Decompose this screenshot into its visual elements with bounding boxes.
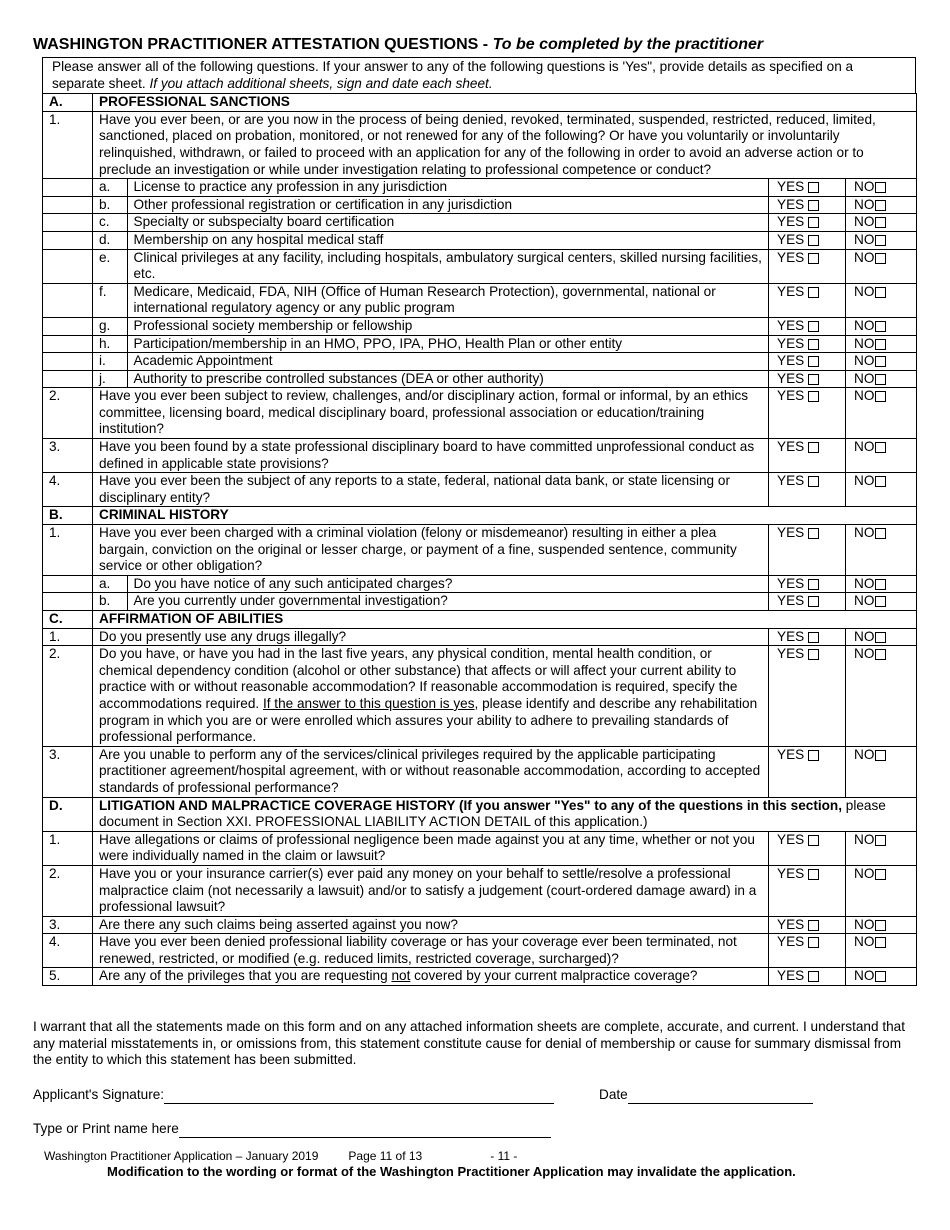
question-text: Have you or your insurance carrier(s) ever paid any money on your behalf to settle/resolve a professional malpractice claim (not necessarily a lawsuit) and/or to satisfy a judgement (court-ordered damage award) in a professional lawsuit? — [93, 865, 769, 916]
yes-label: YES — [777, 593, 805, 609]
question-text-part: Do you have, or have you had in the last five years, any physical condition, mental health condition, or chemical dependency condition (alcohol or other substance) that affects or will affect your current ability to practice with or without reasonable accommodation? If reasonable accommodation is required, specify the accommodations required. — [99, 646, 738, 711]
no-label: NO — [854, 317, 875, 333]
sub-question-letter: a. — [93, 576, 127, 593]
no-cell — [846, 214, 917, 232]
yes-cell — [769, 934, 846, 968]
question-text — [93, 968, 769, 986]
no-cell — [846, 865, 917, 916]
yes-cell — [769, 231, 846, 249]
questions-table — [42, 93, 917, 986]
no-cell — [846, 525, 917, 576]
no-cell — [846, 934, 917, 968]
no-cell — [846, 575, 917, 593]
sub-question-cell — [93, 179, 769, 197]
warranty-statement: I warrant that all the statements made on this form and on any attached information sheets are complete, accurate, and current. I understand that any material misstatements in, or omissions from, this statement constitute cause for denial of membership or cause for summary dismissal from the entity to which this statement has been submitted. — [33, 1019, 905, 1068]
yes-checkbox[interactable] — [808, 182, 819, 193]
no-cell — [846, 249, 917, 283]
yes-cell — [769, 370, 846, 388]
print-name-label: Type or Print name here — [33, 1121, 179, 1136]
yes-checkbox[interactable] — [808, 937, 819, 948]
yes-label: YES — [777, 283, 805, 299]
no-label: NO — [854, 214, 875, 230]
sub-question-letter: g. — [93, 318, 127, 335]
question-row — [43, 934, 917, 968]
no-label: NO — [854, 473, 875, 489]
sub-question-cell — [93, 593, 769, 611]
sub-question-letter: b. — [93, 197, 127, 214]
yes-checkbox[interactable] — [808, 235, 819, 246]
question-row — [43, 831, 917, 865]
section-header-row — [43, 797, 917, 831]
question-row — [43, 646, 917, 747]
question-number: 2. — [43, 388, 93, 439]
sub-question-row — [43, 593, 917, 611]
no-checkbox[interactable] — [875, 442, 886, 453]
no-label: NO — [854, 575, 875, 591]
section-letter: D. — [43, 797, 93, 831]
question-number: 2. — [43, 865, 93, 916]
yes-cell — [769, 353, 846, 371]
yes-label: YES — [777, 473, 805, 489]
yes-checkbox[interactable] — [808, 869, 819, 880]
yes-cell — [769, 317, 846, 335]
yes-label: YES — [777, 353, 805, 369]
yes-checkbox[interactable] — [808, 971, 819, 982]
sub-indent — [43, 353, 93, 371]
no-checkbox[interactable] — [875, 596, 886, 607]
yes-checkbox[interactable] — [808, 391, 819, 402]
yes-cell — [769, 335, 846, 353]
yes-cell — [769, 283, 846, 317]
yes-cell — [769, 646, 846, 747]
yes-checkbox[interactable] — [808, 632, 819, 643]
yes-checkbox[interactable] — [808, 920, 819, 931]
no-checkbox[interactable] — [875, 217, 886, 228]
section-heading: CRIMINAL HISTORY — [93, 507, 917, 525]
no-checkbox[interactable] — [875, 869, 886, 880]
attestation-form — [42, 57, 916, 986]
signature-label: Applicant's Signature: — [33, 1087, 165, 1102]
yes-cell — [769, 831, 846, 865]
yes-label: YES — [777, 865, 805, 881]
yes-cell — [769, 916, 846, 934]
yes-label: YES — [777, 575, 805, 591]
sub-indent — [43, 249, 93, 283]
no-cell — [846, 388, 917, 439]
yes-cell — [769, 196, 846, 214]
section-heading-bold: LITIGATION AND MALPRACTICE COVERAGE HISTORY (If you answer "Yes" to any of the questions in this section, — [99, 797, 843, 813]
yes-label: YES — [777, 628, 805, 644]
sub-indent — [43, 283, 93, 317]
no-label: NO — [854, 865, 875, 881]
yes-checkbox[interactable] — [808, 217, 819, 228]
no-cell — [846, 646, 917, 747]
no-cell — [846, 628, 917, 646]
sub-question-text: Academic Appointment — [133, 353, 273, 369]
no-cell — [846, 179, 917, 197]
yes-checkbox[interactable] — [808, 835, 819, 846]
yes-cell — [769, 746, 846, 797]
sub-question-letter: c. — [93, 214, 127, 231]
no-cell — [846, 439, 917, 473]
question-row — [43, 525, 917, 576]
sub-question-text: Authority to prescribe controlled substances (DEA or other authority) — [133, 370, 544, 386]
sub-question-letter: a. — [93, 179, 127, 196]
yes-checkbox[interactable] — [808, 339, 819, 350]
footer-app-name: Washington Practitioner Application – January 2019 — [44, 1149, 319, 1163]
question-text: Have you ever been denied professional liability coverage or has your coverage ever been terminated, not renewed, restricted, or modified (e.g. reduced limits, restricted coverage, surcharged)? — [93, 934, 769, 968]
yes-label: YES — [777, 214, 805, 230]
section-letter: A. — [43, 94, 93, 112]
no-checkbox[interactable] — [875, 835, 886, 846]
sub-question-row — [43, 231, 917, 249]
title-main: WASHINGTON PRACTITIONER ATTESTATION QUESTIONS — [33, 36, 479, 53]
sub-question-text: Participation/membership in an HMO, PPO, IPA, PHO, Health Plan or other entity — [133, 335, 623, 351]
footer-page: Page 11 of 13 — [348, 1149, 423, 1163]
yes-label: YES — [777, 335, 805, 351]
question-number: 5. — [43, 968, 93, 986]
no-label: NO — [854, 370, 875, 386]
no-label: NO — [854, 746, 875, 762]
no-cell — [846, 746, 917, 797]
date-field[interactable] — [628, 1089, 813, 1104]
no-cell — [846, 353, 917, 371]
sub-question-cell — [93, 575, 769, 593]
question-text: Are you unable to perform any of the services/clinical privileges required by the applicable participating practitioner agreement/hospital agreement, with or without reasonable accommodation, according to accepted standards of professional performance? — [93, 746, 769, 797]
sub-indent — [43, 214, 93, 232]
sub-question-letter: h. — [93, 336, 127, 353]
section-letter: C. — [43, 611, 93, 629]
question-text: Do you presently use any drugs illegally? — [93, 628, 769, 646]
sub-question-letter: d. — [93, 232, 127, 249]
no-checkbox[interactable] — [875, 200, 886, 211]
no-cell — [846, 593, 917, 611]
question-text-part: , please identify and describe any rehabilitation program in which you are or were enrolled which assures your ability to adhere to prevailing standards of professional performance. — [99, 695, 758, 745]
sub-question-row — [43, 335, 917, 353]
section-header-row — [43, 94, 917, 112]
question-text-part: Are any of the privileges that you are requesting — [99, 968, 392, 984]
sub-question-row — [43, 370, 917, 388]
no-label: NO — [854, 231, 875, 247]
sub-question-text: License to practice any profession in any jurisdiction — [133, 179, 448, 195]
no-cell — [846, 831, 917, 865]
yes-checkbox[interactable] — [808, 476, 819, 487]
sub-question-letter: e. — [93, 250, 127, 283]
sub-question-text: Are you currently under governmental investigation? — [133, 593, 448, 609]
sub-question-row — [43, 249, 917, 283]
date-label: Date — [599, 1087, 628, 1102]
yes-checkbox[interactable] — [808, 579, 819, 590]
yes-cell — [769, 525, 846, 576]
question-number: 4. — [43, 473, 93, 507]
no-checkbox[interactable] — [875, 971, 886, 982]
section-heading: PROFESSIONAL SANCTIONS — [93, 94, 917, 112]
date-row — [599, 1087, 813, 1104]
yes-checkbox[interactable] — [808, 596, 819, 607]
yes-label: YES — [777, 317, 805, 333]
sub-indent — [43, 317, 93, 335]
no-checkbox[interactable] — [875, 321, 886, 332]
no-label: NO — [854, 525, 875, 541]
sub-question-text: Professional society membership or fellowship — [133, 317, 413, 333]
no-checkbox[interactable] — [875, 937, 886, 948]
sub-question-text: Specialty or subspecialty board certification — [133, 214, 395, 230]
question-text: Are there any such claims being asserted against you now? — [93, 916, 769, 934]
question-number: 3. — [43, 746, 93, 797]
no-checkbox[interactable] — [875, 920, 886, 931]
print-name-field[interactable] — [179, 1123, 551, 1138]
yes-checkbox[interactable] — [808, 321, 819, 332]
question-text-part: covered by your current malpractice coverage? — [410, 968, 698, 984]
no-cell — [846, 335, 917, 353]
no-label: NO — [854, 353, 875, 369]
sub-indent — [43, 370, 93, 388]
sub-question-cell — [93, 214, 769, 232]
no-cell — [846, 196, 917, 214]
question-row — [43, 439, 917, 473]
question-row — [43, 473, 917, 507]
question-text: Have you been found by a state professional disciplinary board to have committed unprofessional conduct as defined in applicable state provisions? — [93, 439, 769, 473]
no-checkbox[interactable] — [875, 649, 886, 660]
yes-checkbox[interactable] — [808, 442, 819, 453]
question-text — [93, 646, 769, 747]
section-heading: AFFIRMATION OF ABILITIES — [93, 611, 917, 629]
no-label: NO — [854, 593, 875, 609]
yes-label: YES — [777, 831, 805, 847]
no-checkbox[interactable] — [875, 750, 886, 761]
question-text-underlined: not — [391, 968, 411, 984]
yes-label: YES — [777, 646, 805, 662]
intro-italic: If you attach additional sheets, sign and date each sheet. — [149, 75, 493, 91]
yes-cell — [769, 473, 846, 507]
section-header-row — [43, 507, 917, 525]
no-checkbox[interactable] — [875, 528, 886, 539]
yes-label: YES — [777, 196, 805, 212]
question-row — [43, 628, 917, 646]
sub-question-cell — [93, 353, 769, 371]
no-label: NO — [854, 249, 875, 265]
question-text-underlined: If the answer to this question is yes — [262, 695, 475, 711]
sub-question-row — [43, 214, 917, 232]
question-row — [43, 916, 917, 934]
no-label: NO — [854, 646, 875, 662]
yes-checkbox[interactable] — [808, 528, 819, 539]
no-label: NO — [854, 934, 875, 950]
yes-label: YES — [777, 388, 805, 404]
footer-page-number: - 11 - — [490, 1149, 518, 1163]
sub-question-text: Membership on any hospital medical staff — [133, 231, 384, 247]
signature-row — [33, 1087, 554, 1104]
sub-question-cell — [93, 335, 769, 353]
no-label: NO — [854, 628, 875, 644]
question-number: 4. — [43, 934, 93, 968]
yes-cell — [769, 575, 846, 593]
no-checkbox[interactable] — [875, 182, 886, 193]
no-cell — [846, 473, 917, 507]
no-cell — [846, 317, 917, 335]
sub-indent — [43, 575, 93, 593]
footer-notice: Modification to the wording or format of the Washington Practitioner Application may invalidate the application. — [107, 1164, 796, 1179]
section-letter: B. — [43, 507, 93, 525]
yes-label: YES — [777, 249, 805, 265]
no-checkbox[interactable] — [875, 632, 886, 643]
sub-question-cell — [93, 231, 769, 249]
question-text: Have you ever been the subject of any reports to a state, federal, national data bank, or state licensing or disciplinary entity? — [93, 473, 769, 507]
yes-checkbox[interactable] — [808, 253, 819, 264]
sub-indent — [43, 231, 93, 249]
no-cell — [846, 370, 917, 388]
question-row — [43, 111, 917, 178]
yes-label: YES — [777, 370, 805, 386]
no-checkbox[interactable] — [875, 476, 886, 487]
question-row — [43, 388, 917, 439]
sub-question-text: Medicare, Medicaid, FDA, NIH (Office of Human Research Protection), governmental, national or international regulatory agency or any public program — [133, 283, 716, 316]
yes-label: YES — [777, 525, 805, 541]
yes-checkbox[interactable] — [808, 287, 819, 298]
sub-question-letter: f. — [93, 284, 127, 317]
sub-question-row — [43, 317, 917, 335]
yes-checkbox[interactable] — [808, 356, 819, 367]
yes-label: YES — [777, 916, 805, 932]
yes-label: YES — [777, 968, 805, 984]
question-number: 1. — [43, 628, 93, 646]
sub-question-row — [43, 575, 917, 593]
question-number: 1. — [43, 525, 93, 576]
section-heading — [93, 797, 917, 831]
sub-indent — [43, 593, 93, 611]
no-label: NO — [854, 439, 875, 455]
intro-instructions — [42, 57, 916, 93]
sub-question-cell — [93, 196, 769, 214]
footer — [44, 1148, 517, 1165]
yes-cell — [769, 214, 846, 232]
section-heading-rest: please document in Section XXI. PROFESSIONAL LIABILITY ACTION DETAIL of this application.) — [99, 797, 886, 830]
title-dash: - — [478, 36, 493, 53]
intro-text: Please answer all of the following questions. If your answer to any of the following questions is 'Yes", provide details as specified on a separate sheet. — [52, 59, 854, 91]
yes-cell — [769, 865, 846, 916]
print-name-row — [33, 1121, 551, 1138]
yes-label: YES — [777, 231, 805, 247]
sub-question-text: Other professional registration or certification in any jurisdiction — [133, 196, 513, 212]
question-row — [43, 746, 917, 797]
sub-question-cell — [93, 317, 769, 335]
yes-label: YES — [777, 439, 805, 455]
sub-question-cell — [93, 283, 769, 317]
title-subtitle: To be completed by the practitioner — [492, 36, 764, 53]
sub-question-cell — [93, 249, 769, 283]
no-label: NO — [854, 916, 875, 932]
sub-question-letter: b. — [93, 593, 127, 610]
sub-indent — [43, 335, 93, 353]
question-text: Have you ever been charged with a criminal violation (felony or misdemeanor) resulting in either a plea bargain, conviction on the original or lesser charge, or payment of a fine, suspended sentence, community service or other obligation? — [93, 525, 769, 576]
question-number: 3. — [43, 916, 93, 934]
no-checkbox[interactable] — [875, 391, 886, 402]
sub-question-row — [43, 283, 917, 317]
question-text: Have you ever been subject to review, challenges, and/or disciplinary action, formal or informal, by an ethics committee, licensing board, medical disciplinary board, professional association or education/training institution? — [93, 388, 769, 439]
sub-indent — [43, 196, 93, 214]
yes-cell — [769, 593, 846, 611]
question-text: Have you ever been, or are you now in the process of being denied, revoked, terminated, suspended, restricted, reduced, limited, sanctioned, placed on probation, monitored, or not renewed for any of the following? Or have you voluntarily or involuntarily relinquished, withdrawn, or failed to proceed with an application for any of the following in order to avoid an adverse action or to preclude an investigation or while under investigation relating to professional competence or conduct? — [93, 111, 917, 178]
sub-question-row — [43, 353, 917, 371]
sub-question-text: Clinical privileges at any facility, including hospitals, ambulatory surgical centers, skilled nursing facilities, etc. — [133, 249, 762, 282]
yes-label: YES — [777, 934, 805, 950]
yes-label: YES — [777, 746, 805, 762]
yes-label: YES — [777, 179, 805, 195]
no-label: NO — [854, 388, 875, 404]
no-label: NO — [854, 196, 875, 212]
no-cell — [846, 231, 917, 249]
no-label: NO — [854, 283, 875, 299]
question-number: 1. — [43, 831, 93, 865]
sub-question-cell — [93, 370, 769, 388]
no-cell — [846, 283, 917, 317]
sub-indent — [43, 179, 93, 197]
sub-question-letter: i. — [93, 353, 127, 370]
yes-cell — [769, 439, 846, 473]
no-checkbox[interactable] — [875, 339, 886, 350]
no-checkbox[interactable] — [875, 235, 886, 246]
yes-cell — [769, 179, 846, 197]
no-checkbox[interactable] — [875, 374, 886, 385]
sub-question-row — [43, 196, 917, 214]
no-label: NO — [854, 968, 875, 984]
question-row — [43, 865, 917, 916]
yes-checkbox[interactable] — [808, 750, 819, 761]
no-cell — [846, 968, 917, 986]
sub-question-letter: j. — [93, 371, 127, 388]
no-label: NO — [854, 831, 875, 847]
question-number: 3. — [43, 439, 93, 473]
yes-cell — [769, 628, 846, 646]
no-checkbox[interactable] — [875, 579, 886, 590]
no-label: NO — [854, 179, 875, 195]
sub-question-text: Do you have notice of any such anticipated charges? — [133, 575, 453, 591]
question-number: 2. — [43, 646, 93, 747]
no-checkbox[interactable] — [875, 356, 886, 367]
no-cell — [846, 916, 917, 934]
no-checkbox[interactable] — [875, 253, 886, 264]
section-header-row — [43, 611, 917, 629]
yes-cell — [769, 388, 846, 439]
question-text: Have allegations or claims of professional negligence been made against you at any time, whether or not you were individually named in the claim or lawsuit? — [93, 831, 769, 865]
no-checkbox[interactable] — [875, 287, 886, 298]
yes-checkbox[interactable] — [808, 649, 819, 660]
sub-question-row — [43, 179, 917, 197]
question-row — [43, 968, 917, 986]
yes-checkbox[interactable] — [808, 200, 819, 211]
page-title — [33, 37, 763, 54]
yes-cell — [769, 249, 846, 283]
no-label: NO — [854, 335, 875, 351]
signature-field[interactable] — [164, 1089, 554, 1104]
yes-checkbox[interactable] — [808, 374, 819, 385]
yes-cell — [769, 968, 846, 986]
question-number: 1. — [43, 111, 93, 178]
